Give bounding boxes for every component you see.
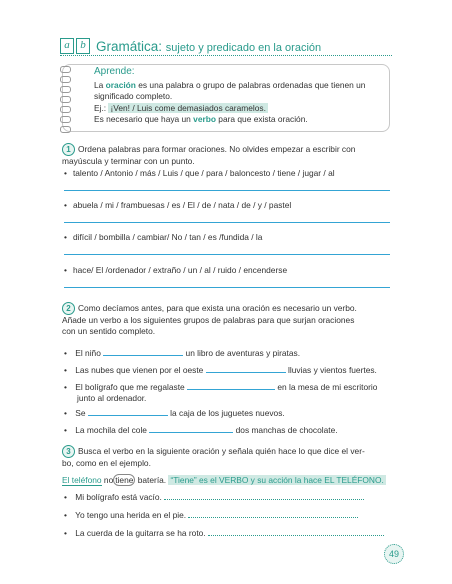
- list-item: • hace/ El /ordenador / extraño / un / al / ruido / encenderse: [64, 265, 287, 276]
- answer-blank[interactable]: [88, 415, 168, 416]
- example-highlight: ¡Ven! / Luis come demasiados caramelos.: [110, 102, 266, 113]
- page-number: 49: [384, 544, 404, 564]
- answer-line[interactable]: [64, 222, 390, 223]
- answer-blank[interactable]: [149, 432, 233, 433]
- list-item: • difícil / bombilla / cambiar/ No / tan / es /fundida / la: [64, 232, 262, 243]
- example-explanation: “Tiene” es el VERBO y su acción la hace EL TELÉFONO.: [170, 475, 384, 485]
- example-verb: tiene: [115, 475, 134, 485]
- notebook-rings-icon: [60, 66, 71, 136]
- answer-line[interactable]: [64, 254, 390, 255]
- exercise-3-instructions: 3 Busca el verbo en la siguiente oración y señala quién hace lo que dice el ver- bo, como en el ejemplo.: [62, 446, 365, 468]
- aprende-text: La oración es una palabra o grupo de palabras ordenadas que tienen un significado completo. Ej.: ¡Ven! / Luis come demasiados caramelos. Es necesario que haya un verbo para que exista oración.: [94, 80, 366, 125]
- exercise-number-3: 3: [62, 445, 75, 458]
- section-header: [60, 38, 321, 54]
- answer-blank[interactable]: [188, 517, 358, 518]
- example-sentence: El teléfono no tiene batería. “Tiene” es el VERBO y su acción la hace EL TELÉFONO.: [62, 475, 384, 485]
- list-item: • El bolígrafo que me regalaste en la mesa de mi escritorio: [64, 382, 377, 393]
- answer-blank[interactable]: [208, 535, 384, 536]
- exercise-2-instructions: 2 Como decíamos antes, para que exista una oración es necesario un verbo. Añade un verbo a los siguientes grupos de palabras para que surjan oraciones con un sentido completo.: [62, 303, 357, 337]
- letter-b-icon: b: [76, 38, 90, 54]
- list-item: • talento / Antonio / más / Luis / que / para / baloncesto / tiene / jugar / al: [64, 168, 335, 179]
- list-item: • Yo tengo una herida en el pie.: [64, 510, 394, 521]
- list-item: • La mochila del cole dos manchas de chocolate.: [64, 425, 338, 436]
- answer-blank[interactable]: [164, 499, 364, 500]
- answer-blank[interactable]: [187, 389, 275, 390]
- list-item-continuation: junto al ordenador.: [77, 393, 147, 403]
- example-subject: El teléfono: [62, 475, 102, 485]
- list-item: • Las nubes que vienen por el oeste lluvias y vientos fuertes.: [64, 365, 377, 376]
- letter-a-icon: a: [60, 38, 74, 54]
- exercise-number-2: 2: [62, 302, 75, 315]
- list-item: • La cuerda de la guitarra se ha roto.: [64, 528, 394, 539]
- exercise-number-1: 1: [62, 143, 75, 156]
- list-item: • El niño un libro de aventuras y piratas.: [64, 348, 300, 359]
- answer-blank[interactable]: [103, 355, 183, 356]
- ab-icon: [60, 38, 92, 54]
- exercise-1-instructions: 1 Ordena palabras para formar oraciones. No olvides empezar a escribir con mayúscula y terminar con un punto.: [62, 144, 356, 166]
- answer-blank[interactable]: [206, 372, 286, 373]
- list-item: • Se la caja de los juguetes nuevos.: [64, 408, 285, 419]
- list-item: • Mi bolígrafo está vacío.: [64, 492, 394, 503]
- header-divider: [60, 55, 392, 56]
- section-title: Gramática: sujeto y predicado en la oración: [96, 38, 322, 54]
- answer-line[interactable]: [64, 287, 390, 288]
- list-item: • abuela / mi / frambuesas / es / El / de / nata / de / y / pastel: [64, 200, 291, 211]
- aprende-title: Aprende:: [94, 66, 135, 77]
- answer-line[interactable]: [64, 190, 390, 191]
